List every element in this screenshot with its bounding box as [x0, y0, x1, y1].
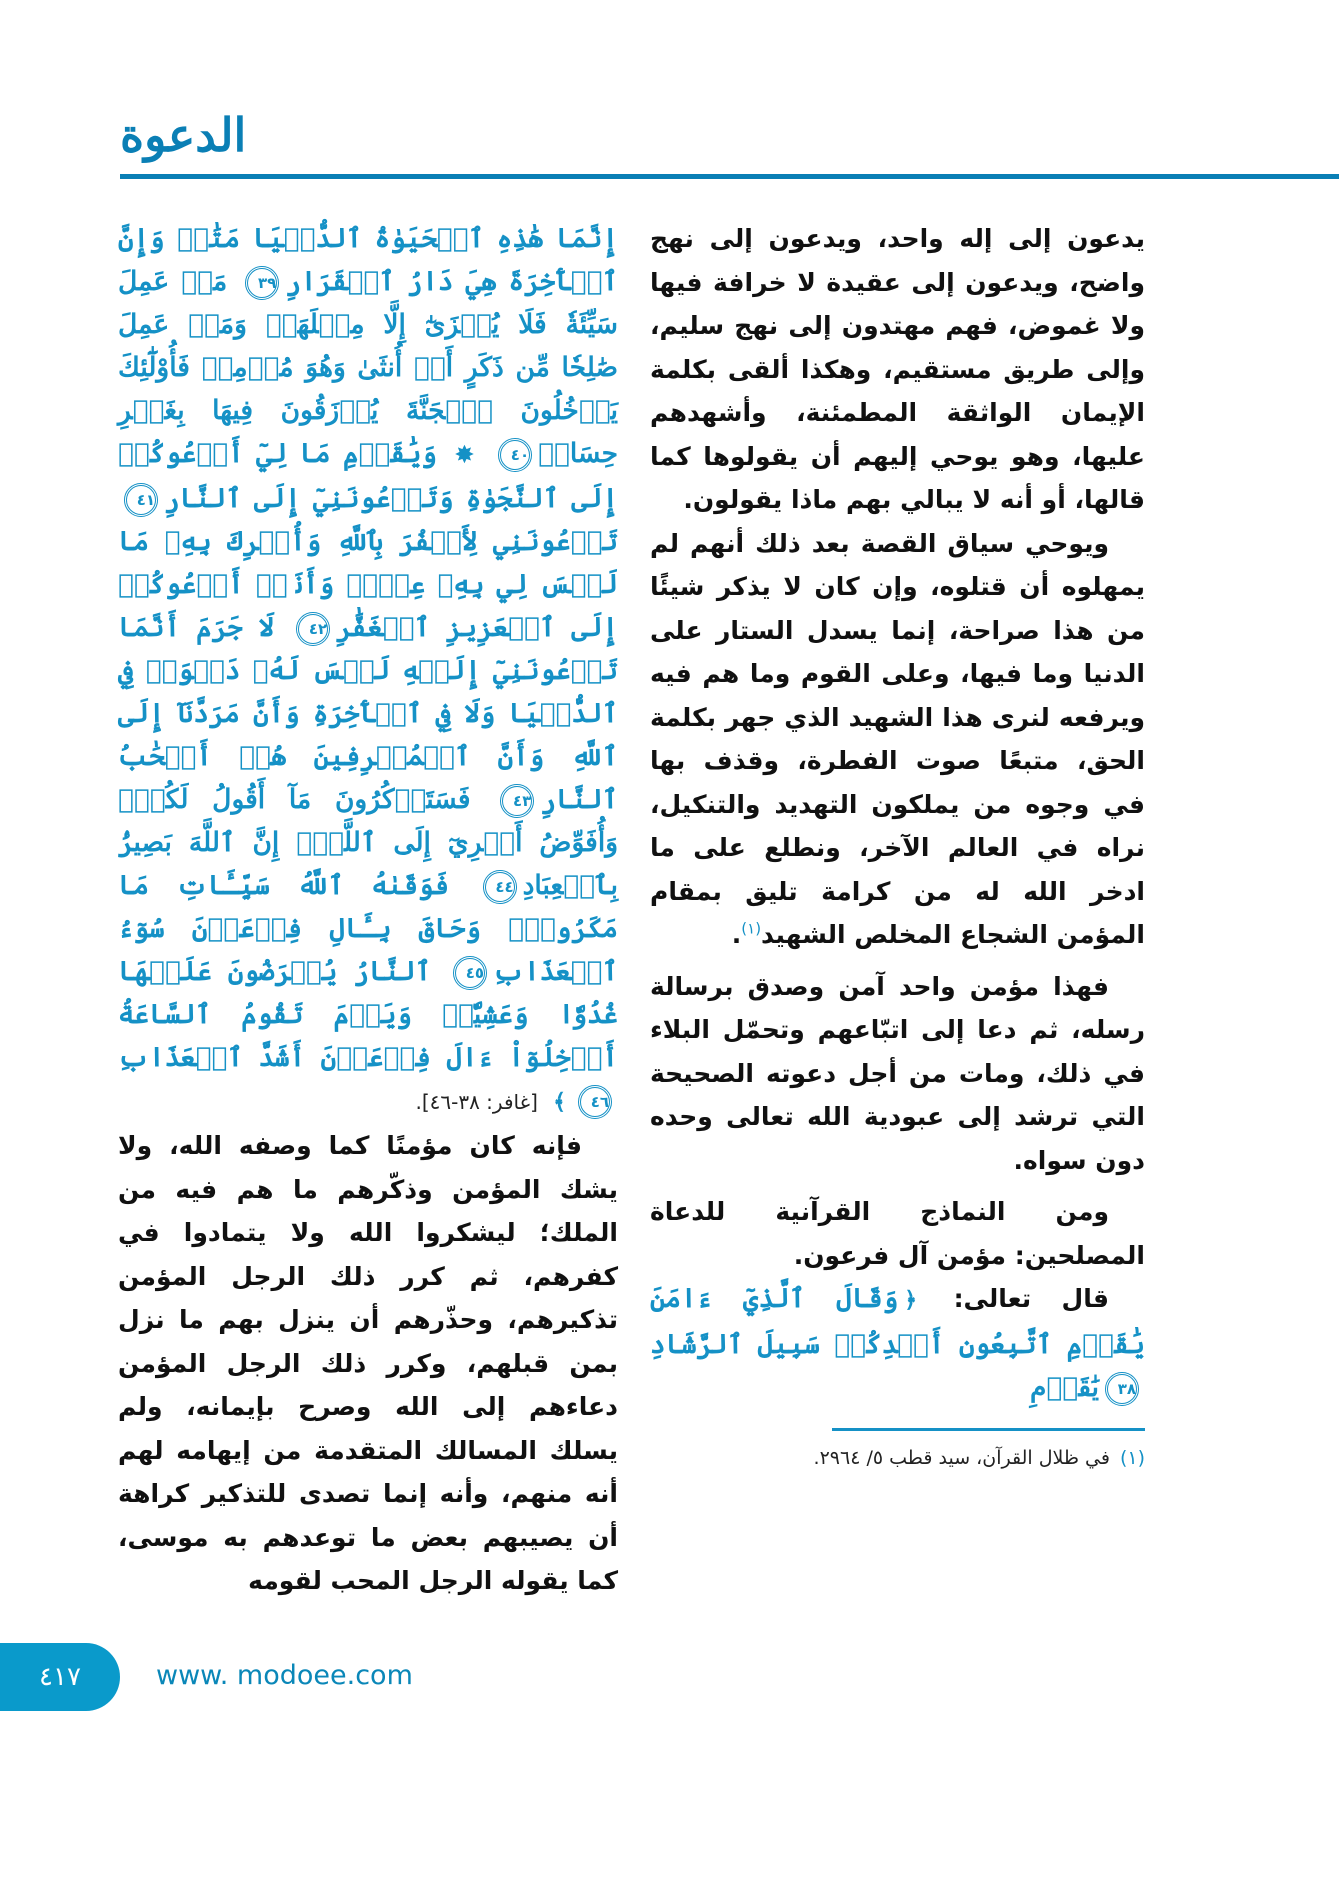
quran-segment: فَوَقَىٰهُ ٱللَّهُ سَيِّـَٔاتِ مَا مَكَرُواْۖ وَحَاقَ بِـَٔالِ فِرۡعَوۡنَ سُوٓءُ ٱلۡعَذَابِ: [118, 870, 618, 987]
citation-reference: [غافر: ٣٨-٤٦].: [415, 1090, 538, 1114]
header-divider: [120, 174, 1339, 179]
quran-text: وَقَالَ ٱلَّذِيٓ ءَامَنَ يَٰقَوۡمِ ٱتَّبِعُونِ أَهۡدِكُمۡ سَبِيلَ ٱلرَّشَادِ: [650, 1283, 1145, 1360]
left-column: [118, 217, 618, 1603]
quran-text: يَٰقَوۡمِ: [1030, 1372, 1099, 1403]
verse-number: ٤٣: [500, 784, 534, 818]
hizb-star-icon: ✸: [455, 442, 474, 468]
verse-number: ٣٩: [245, 266, 279, 300]
quran-segment: إِنَّمَا هَٰذِهِ ٱلۡحَيَوٰةُ ٱلدُّنۡيَا مَتَٰعٞ وَإِنَّ ٱلۡأٓخِرَةَ هِيَ دَارُ ٱلۡقَرَارِ: [118, 223, 619, 297]
footnote-divider: [832, 1428, 1145, 1431]
ornament-open-icon: ﴿: [904, 1288, 918, 1313]
paragraph-text: ويوحي سياق القصة بعد ذلك أنهم لم يمهلوه أن قتلوه، وإن كان لا يذكر شيئًا من هذا صراحة، إنما يسدل الستار على الدنيا وما فيها، وعلى القوم وما هم فيه ويرفعه لنرى هذا الشهيد الذي جهر بكلمة الحق، متبعًا صوت الفطرة، وقذف بها في وجوه من يملكون التهديد والتنكيل، نراه في العالم الآخر، ونطلع على ما ادخر الله له من كرامة تليق بمقام المؤمن الشجاع المخلص الشهيد: [650, 528, 1145, 949]
quran-segment: ٱلنَّارُ يُعۡرَضُونَ عَلَيۡهَا غُدُوّٗا وَعَشِيّٗاۚ وَيَوۡمَ تَقُومُ ٱلسَّاعَةُ أَدۡخِلُوٓاْ ءَالَ فِرۡعَوۡنَ أَشَدَّ ٱلۡعَذَابِ: [118, 956, 618, 1073]
body-paragraph: ويوحي سياق القصة بعد ذلك أنهم لم يمهلوه أن قتلوه، وإن كان لا يذكر شيئًا من هذا صراحة، إنما يسدل الستار على الدنيا وما فيها، وعلى القوم وما هم فيه ويرفعه لنرى هذا الشهيد الذي جهر بكلمة الحق، متبعًا صوت الفطرة، وقذف بها في وجوه من يملكون التهديد والتنكيل، نراه في العالم الآخر، ونطلع على ما ادخر الله له من كرامة تليق بمقام المؤمن الشجاع المخلص الشهيد$^{(١)}$.: [650, 528, 1145, 949]
quran-segment: لَا جَرَمَ أَنَّمَا تَدۡعُونَنِيٓ إِلَيۡهِ لَيۡسَ لَهُۥ دَعۡوَةٞ فِي ٱلدُّنۡيَا وَلَا فِي ٱلۡأٓخِرَةِ وَأَنَّ مَرَدَّنَآ إِلَى ٱللَّهِ وَأَنَّ ٱلۡمُسۡرِفِينَ هُمۡ أَصۡحَٰبُ ٱلنَّارِ: [118, 612, 618, 815]
quran-segment: وَيَٰقَوۡمِ مَا لِيٓ أَدۡعُوكُمۡ إِلَى ٱلنَّجَوٰةِ وَتَدۡعُونَنِيٓ إِلَى ٱلنَّارِ: [118, 438, 618, 514]
verse-number: ٤٦: [578, 1085, 612, 1119]
ornament-close-icon: ﴾: [553, 1089, 566, 1115]
verse-number: ٤٥: [453, 956, 487, 990]
quran-segment: تَدۡعُونَنِي لِأَكۡفُرَ بِٱللَّهِ وَأُشۡرِكَ بِهِۦ مَا لَيۡسَ لِي بِهِۦ عِلۡمٞ وَأَنَا۠ أَدۡعُوكُمۡ إِلَى ٱلۡعَزِيزِ ٱلۡغَفَّٰرِ: [118, 526, 618, 643]
page-footer: [0, 1643, 1339, 1711]
footnote-marker[interactable]: (١): [741, 919, 762, 938]
quote-paragraph: [650, 1277, 1145, 1410]
verse-number: ٤٤: [483, 870, 517, 904]
body-paragraph: يدعون إلى إله واحد، ويدعون إلى نهج واضح، ويدعون إلى عقيدة لا خرافة فيها ولا غموض، فهم مهتدون إلى نهج سليم، وإلى طريق مستقيم، وهكذا ألقى بكلمة الإيمان الواثقة المطمئنة، وأشهدهم عليها، وهو يوحي إليهم أن يقولوها كما قالها، أو أنه لا يبالي بهم ماذا يقولون.: [650, 224, 1145, 514]
verse-number: ٤٠: [498, 438, 532, 472]
verse-number: ٤٢: [296, 612, 330, 646]
body-paragraph: فإنه كان مؤمنًا كما وصفه الله، ولا يشك المؤمن وذكّرهم ما هم فيه من الملك؛ ليشكروا الله ولا يتمادوا في كفرهم، ثم كرر ذلك الرجل المؤمن تذكيرهم، وحذّرهم أن ينزل بهم ما نزل بمن قبلهم، وكرر ذلك الرجل المؤمن دعاءهم إلى الله وصرح بإيمانه، ولم يسلك المسالك المتقدمة من إيهامه لهم أنه منهم، وأنه إنما تصدى للتذكير كراهة أن يصيبهم بعض ما توعدهم به موسى، كما يقوله الرجل المحب لقومه: [118, 1131, 618, 1595]
columns: [0, 217, 1339, 1603]
quran-block: [118, 217, 618, 1124]
quran-segment: فَسَتَذۡكُرُونَ مَآ أَقُولُ لَكُمۡۚ وَأُفَوِّضُ أَمۡرِيٓ إِلَى ٱللَّهِۚ إِنَّ ٱللَّهَ بَصِيرُۢ بِٱلۡعِبَادِ: [118, 784, 618, 901]
verse-number: ٣٨: [1105, 1372, 1139, 1406]
website-link[interactable]: www. modoee.com: [156, 1659, 413, 1691]
footnote: [650, 1443, 1145, 1473]
footnote-text: في ظلال القرآن، سيد قطب ٥/ ٢٩٦٤.: [813, 1446, 1110, 1469]
body-paragraph: فهذا مؤمن واحد آمن وصدق برسالة رسله، ثم دعا إلى اتبّاعهم وتحمّل البلاء في ذلك، ومات من أجل دعوته الصحيحة التي ترشد إلى عبودية الله تعالى وحده دون سواه.: [650, 971, 1145, 1175]
chapter-title: الدعوة: [120, 108, 247, 162]
right-column: [650, 217, 1145, 1473]
verse-number: ٤١: [124, 483, 158, 517]
page-number: ٤١٧: [39, 1661, 81, 1692]
quote-intro: قال تعالى:: [953, 1284, 1110, 1313]
quran-segment: مَنۡ عَمِلَ سَيِّئَةٗ فَلَا يُجۡزَىٰٓ إِلَّا مِثۡلَهَاۖ وَمَنۡ عَمِلَ صَٰلِحٗا مِّن ذَكَرٍ أَوۡ أُنثَىٰ وَهُوَ مُؤۡمِنٞ فَأُوْلَٰٓئِكَ يَدۡخُلُونَ ٱلۡجَنَّةَ يُرۡزَقُونَ فِيهَا بِغَيۡرِ حِسَابٖ: [118, 266, 619, 469]
body-paragraph: ومن النماذج القرآنية للدعاة المصلحين: مؤمن آل فرعون.: [650, 1197, 1145, 1270]
footnote-number: (١): [1119, 1446, 1145, 1469]
page-number-tab: [0, 1643, 120, 1711]
